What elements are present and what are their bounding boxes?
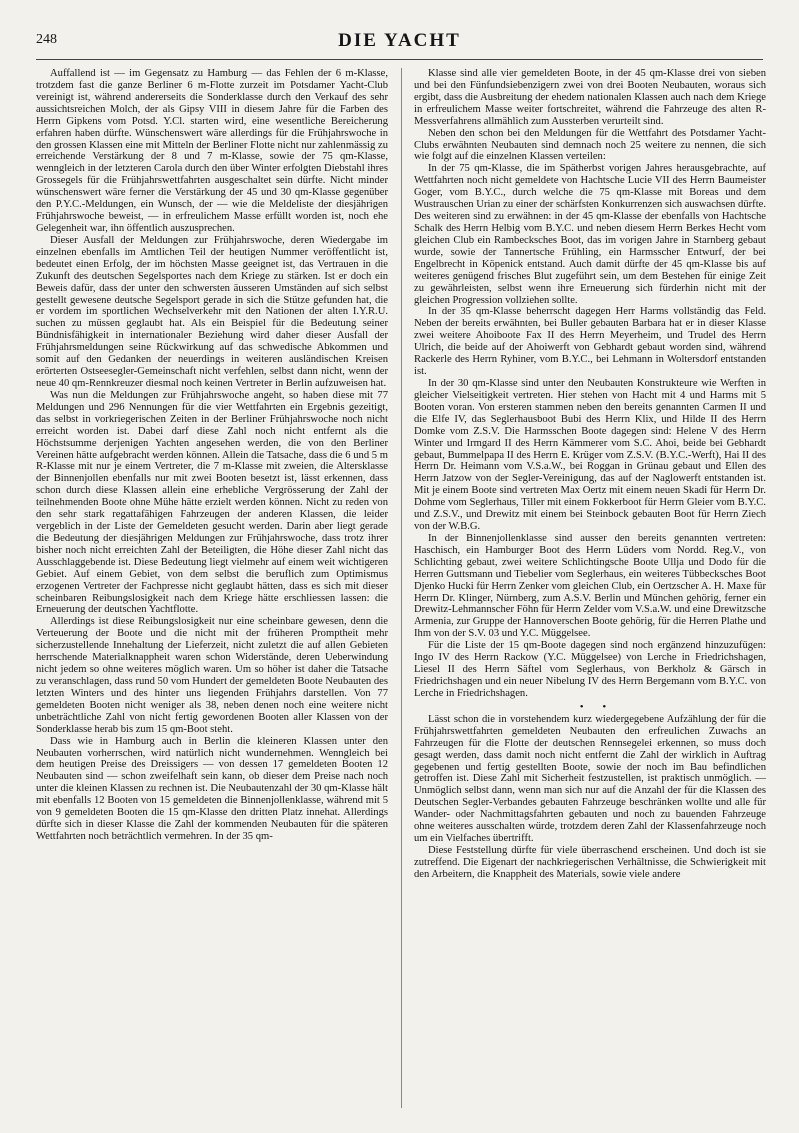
paragraph: Für die Liste der 15 qm-Boote dagegen sind noch ergänzend hinzuzufügen: Ingo IV des Herrn Rackow (Y.C. Müggelsee) von Lerche in Friedrichshagen, Liesel II des Herrn Säftel vom Seglerhaus, von Berkholz & Gärsch in Friedrichshagen und ein neuer Nibelung IV des Herrn Bergemann vom B.Y.C. von Lerche in Friedrichshagen. (414, 640, 766, 699)
paragraph: In der Binnenjollenklasse sind ausser den bereits genannten vertreten: Haschisch, ein Hamburger Boot des Herrn Lüders vom Nordd. Reg.V., von Schlichting gebaut, zwei weitere Schlichtingsche Boote Ullja und Dodo für die Herren Guttsmann und Tiebelier vom Seglerhaus, ein weiteres Tübbecksches Boot Djenko Hucki für Herrn Zenker vom gleichen Club, ein Oertzscher A. H. Maxe für Herrn Dr. Klinger, Nürnberg, zum A.S.V. Berlin und München gehörig, ferner ein Drewitz-Lehmannscher Föhn für Herrn Zelder vom V.S.a.W. und eine Drewitzsche Armenia, zur Gruppe der Hannoverschen Boote gehörig, für die Herren Plathe und Ihm von der S.V. 03 und Y.C. Müggelsee. (414, 532, 766, 640)
page-number: 248 (36, 32, 57, 47)
paragraph: Neben den schon bei den Meldungen für die Wettfahrt des Potsdamer Yacht-Clubs erwähnten Neubauten sind demnach noch 25 weitere zu nennen, die sich wie folgt auf die einzelnen Klassen verteilen: (414, 127, 766, 163)
paragraph: Diese Feststellung dürfte für viele überraschend erscheinen. Und doch ist sie zutreffend. Die Eigenart der nachkriegerischen Verhältnisse, die Schwierigkeit mit den Arbeitern, die Knappheit des Materials, sowie viele andere (414, 845, 766, 880)
paragraph: In der 30 qm-Klasse sind unter den Neubauten Konstrukteure wie Werften in gleicher Vielseitigkeit vertreten. Hier stehen von Hacht mit 4 und Harms mit 5 Booten voran. Von ersteren stammen neben den bereits genannten Carmen II und die Elfe IV, das Seglerhausboot Bubi des Herrn Klix, und Hilde II des Herrn Domke vom Z.S.V. Die Harmsschen Boote dagegen sind: Helene V des Herrn Winter und Irmgard II des Herrn Kämmerer vom S.C. Ahoi, beide bei Gebhardt gebaut, Bummelpapa II des Herrn E. Krüger vom Z.S.V. (B.Y.C.-Werft), Hai II des Herrn Dr. Heimann vom V.S.a.W., bei Roggan in Grünau gebaut und Ellen des Herrn Jatzow von der Segler-Vereinigung, das auf der Naglowerft entstanden ist. Mit je einem Boote sind vertreten Max Oertz mit einem neuen Skadi für Herrn Dr. Dohme vom Seglerhaus, Tiller mit einem Fokkerboot für Herrn Gleier vom B.Y.C. und Z.S.V., und Drewitz mit einem bei Steinbock gebauten Boot für Herrn Ziech von der W.B.G. (414, 377, 766, 533)
column-divider (401, 68, 402, 1108)
paragraph: Auffallend ist — im Gegensatz zu Hamburg — das Fehlen der 6 m-Klasse, trotzdem fast die ganze Berliner 6 m-Flotte zurzeit im Potsdamer Yacht-Club vereinigt ist, während andererseits die Sonderklasse durch den Verkauf des sehr aussichtsreichen Molch, der als Gipsy VIII in diesem Jahre für die Farben des Herrn Gipkens vom Potsd. Y.Cl. starten wird, eine wesentliche Bereicherung erfahren haben dürfte. Wünschenswert wäre allerdings für die Frühjahrswoche in den grossen Klassen eine mit Mitteln der Berliner Flotte nicht nur zahlenmässig zu erreichende Verstärkung der 8 und 7 m-Klasse, sowie der 75 qm-Klasse, wenngleich in der letzteren Carola durch den über Winter erfolgten Diebstahl ihres Grossegels für die Frühjahrswettfahrten ausgeschaltet sein dürfte. Nicht minder wünschenswert wäre ferner die Verstärkung der 45 und 30 qm-Klasse gegenüber den P.Y.C.-Meldungen, ein Wunsch, der — wie die Meldeliste der diesjährigen Frühjahrswoche beweist, — in erfreulichem Masse erfüllt worden ist, noch ehe Gelegenheit war, ihn öffentlich auszusprechen. (36, 68, 388, 234)
paragraph: Was nun die Meldungen zur Frühjahrswoche angeht, so haben diese mit 77 Meldungen und 296 Nennungen für die vier Wettfahrten ein Ergebnis gezeitigt, das selbst in vorkriegerischen Zeiten in der Berliner Frühjahrswoche noch nicht erreicht worden ist. Dabei darf diese Zahl noch nicht entfernt als die Höchstsumme derjenigen Yachten angesehen werden, die von den Berliner Vereinen hätte aufgebracht werden können. Allein die Tatsache, dass die 6 und 5 m R-Klasse mit nur je einem Vertreter, die 7 m-Klasse mit zweien, die Altersklasse der Binnenjollen ebenfalls nur mit zwei Booten besetzt ist, lässt erkennen, dass schon durch diese Klassen allein eine erhebliche Vergrösserung der Zahl der teilnehmenden Boote ohne Mühe hätte erzielt werden können. Nicht zu reden von den sehr stark regattafähigen Fahrzeugen der anderen Klassen, die leider vergeblich in der Liste der Gemeldeten gesucht werden. Darin aber liegt gerade die Bedeutung der diesjährigen Meldungen zur Frühjahrswoche, dass trotz ihrer bisher noch nicht erreichten Zahl der Beteiligten, die Höhe dieser Zahl nicht das Ausschlaggebende ist. Diese Bedeutung liegt vielmehr auf einem weit wichtigeren Gebiet. Auf einem Gebiet, von dem selbst die beruflich zum Optimismus erzogenen Vertreter der Fachpresse nicht geglaubt hätten, dass es sich mit dieser scheinbaren Reibungslosigkeit nach dem Kriege hätte erschliessen lassen: die Erneuerung der deutschen Yachtflotte. (36, 389, 388, 616)
paragraph: Lässt schon die in vorstehendem kurz wiedergegebene Aufzählung der für die Frühjahrswettfahrten gemeldeten Neubauten den erfreulichen Zuwachs an Fahrzeugen für die Flotte der deutschen Rennsegelei erkennen, so muss doch gesagt werden, dass damit noch nicht entfernt die Zahl der wirklich in Auftrag gegebenen und fertig gestellten Boote, sowie der noch im Bau befindlichen getroffen ist. Diese Zahl mit Sicherheit festzustellen, ist praktisch unmöglich. — Unmöglich selbst dann, wenn man sich nur auf die Anzahl der für die Klassen des Deutschen Segler-Verbandes gebauten Fahrzeuge beschränken wollte und alle für Wander- oder Nachmittagsfahrten gebauten und noch zu bauenden Fahrzeuge ohne weiteres ausschalten würde, trotzdem deren Zahl der Klassenfahrzeuge noch um ein Vielfaches übertrifft. (414, 713, 766, 845)
header-rule (36, 59, 763, 60)
section-separator: • • (579, 700, 615, 713)
running-title: DIE YACHT (338, 30, 461, 51)
paragraph: Allerdings ist diese Reibungslosigkeit nur eine scheinbare gewesen, denn die Verteuerung der Boote und die nicht mit der früheren Promptheit mehr sicherzustellende Innehaltung der Lieferzeit, nicht zuletzt die auf allen Gebieten herrschende Materialknappheit waren schon Widerstände, deren Ueberwindung nicht jedem so ohne weiteres möglich waren. Um so höher ist daher die Tatsache zu veranschlagen, dass rund 50 vom Hundert der gemeldeten Boote Neubauten des letzten Winters und des hinter uns liegenden Frühjahrs darstellen. Von 77 gemeldeten Booten nicht weniger als 38, neben denen noch eine weitere nicht unbeträchtliche Zahl von nicht fertig gewordenen Booten aller Klassen von der Sonderklasse herab bis zum 15 qm-Boot steht. (36, 616, 388, 735)
paragraph: Dieser Ausfall der Meldungen zur Frühjahrswoche, deren Wiedergabe im einzelnen ebenfalls im Amtlichen Teil der heutigen Nummer veröffentlicht ist, bedeutet einen Erfolg, der im höchsten Masse geeignet ist, das Vertrauen in die Zukunft des deutschen Segelsportes nach dem Kriege zu stärken. Ist er doch ein Beweis dafür, dass der unter den schwersten äusseren Umständen auf sich selbst gestellt gewesene deutsche Segelsport gerade in sich die Stütze gefunden hat, die er vordem im sportlichen Wechselverkehr mit den Nationen der alten I.Y.R.U. suchen zu müssen geglaubt hat. Als ein Beispiel für die Bedeutung seiner Bündnisfähigkeit in internationaler Beziehung wird daher dieser Ausfall der Frühjahrsmeldungen seine Rückwirkung auf das schwedische Abkommen und somit auf den Gedanken der neuerdings in weiteren ausländischen Kreisen erörterten Ostseesegler-Gemeinschaft nicht verfehlen, selbst dann nicht, wenn der neue 40 qm-Rennkreuzer diesmal noch keinen Vertreter in Berlin aufzuweisen hat. (36, 234, 388, 389)
right-column (414, 68, 766, 1118)
paragraph: In der 35 qm-Klasse beherrscht dagegen Herr Harms vollständig das Feld. Neben der bereits erwähnten, bei Buller gebauten Barbara hat er in dieser Klasse zwei weitere Ahoiboote Fax II des Herrn Meyerheim, und Trudel des Herrn Ulrich, die beide auf der Ahoiwerft von Gebhardt gebaut worden sind, während Rackerle des Herrn Ryhiner, vom B.Y.C., bei Lehmann in Woltersdorf entstanden ist. (414, 306, 766, 378)
text-columns (36, 68, 766, 1118)
left-column (36, 68, 388, 1118)
paragraph: Dass wie in Hamburg auch in Berlin die kleineren Klassen unter den Neubauten vorherrschen, wird natürlich nicht wundernehmen. Wenngleich bei dem heutigen Preise des Dreissigers — von dessen 17 gemeldeten Booten 12 Neubauten sind — schon zweifelhaft sein kann, ob dieser dem Preise nach noch unter die kleinen Klassen zu rechnen ist. Die Neubautenzahl der 30 qm-Klasse hält mit ebenfalls 12 Booten von 15 gemeldeten die Binnenjollenklasse, während mit 5 von 9 gemeldeten Booten die 15 qm-Klasse den dritten Platz innehat. Allerdings dürfte sich in dieser Klasse die Zahl der kommenden Neubauten für die späteren Wettfahrten noch beträchtlich vermehren. In der 35 qm- (36, 735, 388, 842)
paragraph: In der 75 qm-Klasse, die im Spätherbst vorigen Jahres herausgebrachte, auf Wettfahrten noch nicht gemeldete von Hachtsche Lucie VII des Herrn Baumeister Goger, vom B.Y.C., durch welche die 75 qm-Klasse mit Boreas und dem Wustrauschen Urian zu einer der schärfsten Konkurrenzen sich auswachsen dürfte. Des weiteren sind zu erwähnen: in der 45 qm-Klasse der ebenfalls von Hachtsche Schalk des Herrn Helbig vom B.Y.C. und neben diesem Herrn Berkes Hecht vom gleichen Club ein Rambecksches Boot, das im vorigen Jahre in Starnberg gebaut wurde, sowie der Tannertsche Frühling, ein Harmsscher Entwurf, der bei Engelbrecht in Köpenick entstand. Auch damit dürfte der 45 qm-Klasse bis auf weiteres genügend frisches Blut zugeführt sein, um dem Bestehen für einige Zeit zu gewährleisten, selbst wenn ihre Erneuerung sich fürderhin nicht mit der gleichen Progression vollziehen sollte. (414, 163, 766, 306)
paragraph: Klasse sind alle vier gemeldeten Boote, in der 45 qm-Klasse drei von sieben und bei den Fünfundsiebenzigern zwei von drei Booten Neubauten, woraus sich ergibt, dass die Ausbreitung der ehedem nationalen Klassen auch nach dem Kriege in erfreulichem Masse weiter fortschreitet, während die Fahrzeuge des alten R-Messverfahrens allmählich zum Aussterben verurteilt sind. (414, 68, 766, 127)
page-header (36, 30, 763, 56)
